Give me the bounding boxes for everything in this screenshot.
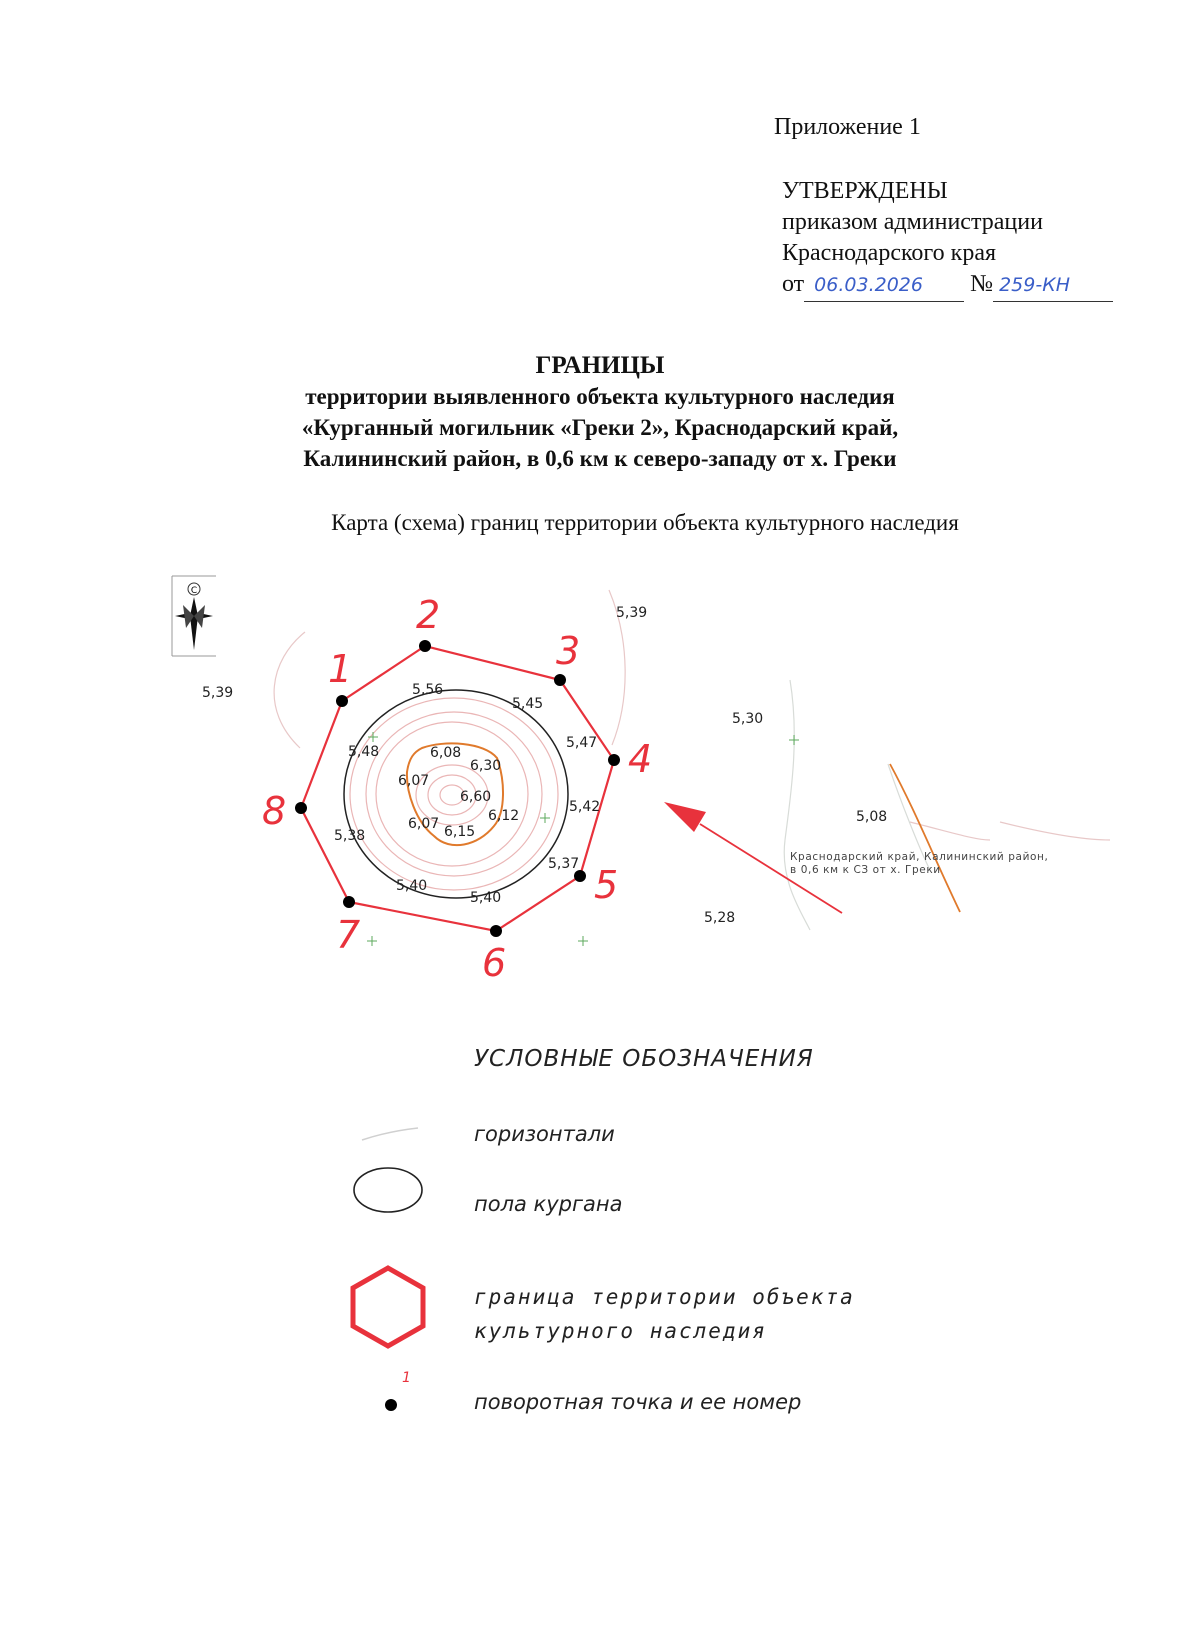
turning-point-4: [608, 754, 620, 766]
legend-title: УСЛОВНЫЕ ОБОЗНАЧЕНИЯ: [474, 1046, 814, 1072]
elevation-label: 5,48: [348, 744, 380, 760]
title-line1: территории выявленного объекта культурного наследия: [305, 384, 895, 409]
point-number-4: 4: [628, 737, 653, 781]
legend-boundary-line1: граница территории объекта: [474, 1285, 855, 1309]
location-line1: Краснодарский край, Калининский район,: [790, 851, 1049, 863]
location-note: [790, 851, 1048, 876]
point-legend-icon: [385, 1399, 397, 1411]
number-prefix: №: [970, 271, 994, 297]
legend-point-label: поворотная точка и ее номер: [474, 1390, 802, 1414]
elevation-label: 5,30: [732, 711, 764, 727]
elevation-label: 5,08: [856, 809, 888, 825]
north-compass-icon: [172, 576, 216, 656]
point-number-1: 1: [328, 647, 353, 691]
turning-point-7: [343, 896, 355, 908]
elevation-label: 6,07: [398, 773, 430, 789]
contour-legend-icon: [362, 1128, 418, 1140]
elevation-label: 6,08: [430, 745, 462, 761]
turning-point-3: [554, 674, 566, 686]
point-number-2: 2: [416, 593, 441, 637]
point-number-7: 7: [336, 913, 361, 957]
approved-title: УТВЕРЖДЕНЫ: [782, 178, 948, 204]
elevation-label: 5,42: [569, 799, 601, 815]
point-number-3: 3: [556, 629, 581, 673]
mound-legend-icon: [354, 1168, 422, 1212]
map-caption: Карта (схема) границ территории объекта культурного наследия: [331, 510, 959, 535]
location-line2: в 0,6 км к СЗ от х. Греки: [790, 864, 941, 876]
elevation-label: 5,40: [396, 878, 428, 894]
elevation-label: 5,39: [616, 605, 648, 621]
elevation-label: 5,37: [548, 856, 580, 872]
elevation-label: 6,30: [470, 758, 502, 774]
legend-contours-label: горизонтали: [474, 1122, 615, 1146]
elevation-label: 5,38: [334, 828, 366, 844]
approved-line1: приказом администрации: [782, 209, 1043, 235]
contour-lines: [274, 590, 1110, 840]
title-main: ГРАНИЦЫ: [535, 352, 665, 379]
turning-point-numbers: [262, 593, 652, 985]
legend-boundary-label: [474, 1280, 855, 1348]
handwritten-date: 06.03.2026: [804, 270, 964, 302]
elevation-label: 6,15: [444, 824, 476, 840]
approved-line2: Краснодарского края: [782, 240, 997, 266]
elevation-label: 5,47: [566, 735, 598, 751]
turning-point-6: [490, 925, 502, 937]
turning-point-8: [295, 802, 307, 814]
elevation-label: 5,40: [470, 890, 502, 906]
elevation-label: 6,12: [488, 808, 520, 824]
turning-point-2: [419, 640, 431, 652]
date-prefix: от: [782, 271, 805, 297]
elevation-label: 5,39: [202, 685, 234, 701]
legend-boundary-line2: культурного наследия: [474, 1319, 767, 1343]
watercourse-line: [890, 764, 960, 912]
elevation-label: 6,07: [408, 816, 440, 832]
appendix-label: Приложение 1: [774, 114, 921, 140]
point-number-5: 5: [594, 863, 619, 907]
mound-contours: [350, 698, 558, 890]
compass-letter: С: [190, 586, 198, 596]
elevation-label: 6,60: [460, 789, 492, 805]
title-line3: Калининский район, в 0,6 км к северо-западу от х. Греки: [303, 446, 897, 471]
mound-outline: [344, 690, 568, 898]
turning-point-1: [336, 695, 348, 707]
terrain-lines: [784, 680, 930, 930]
elevation-label: 5,45: [512, 696, 544, 712]
boundary-legend-icon: [353, 1268, 423, 1346]
legend-mound-label: пола кургана: [474, 1192, 623, 1216]
handwritten-number: 259-КН: [993, 270, 1113, 302]
point-legend-number: 1: [402, 1370, 411, 1386]
elevation-label: 5,28: [704, 910, 736, 926]
elevation-label: 5,56: [412, 682, 444, 698]
title-line2: «Курганный могильник «Греки 2», Краснодарский край,: [301, 415, 899, 440]
point-number-8: 8: [262, 789, 287, 833]
point-number-6: 6: [482, 941, 507, 985]
